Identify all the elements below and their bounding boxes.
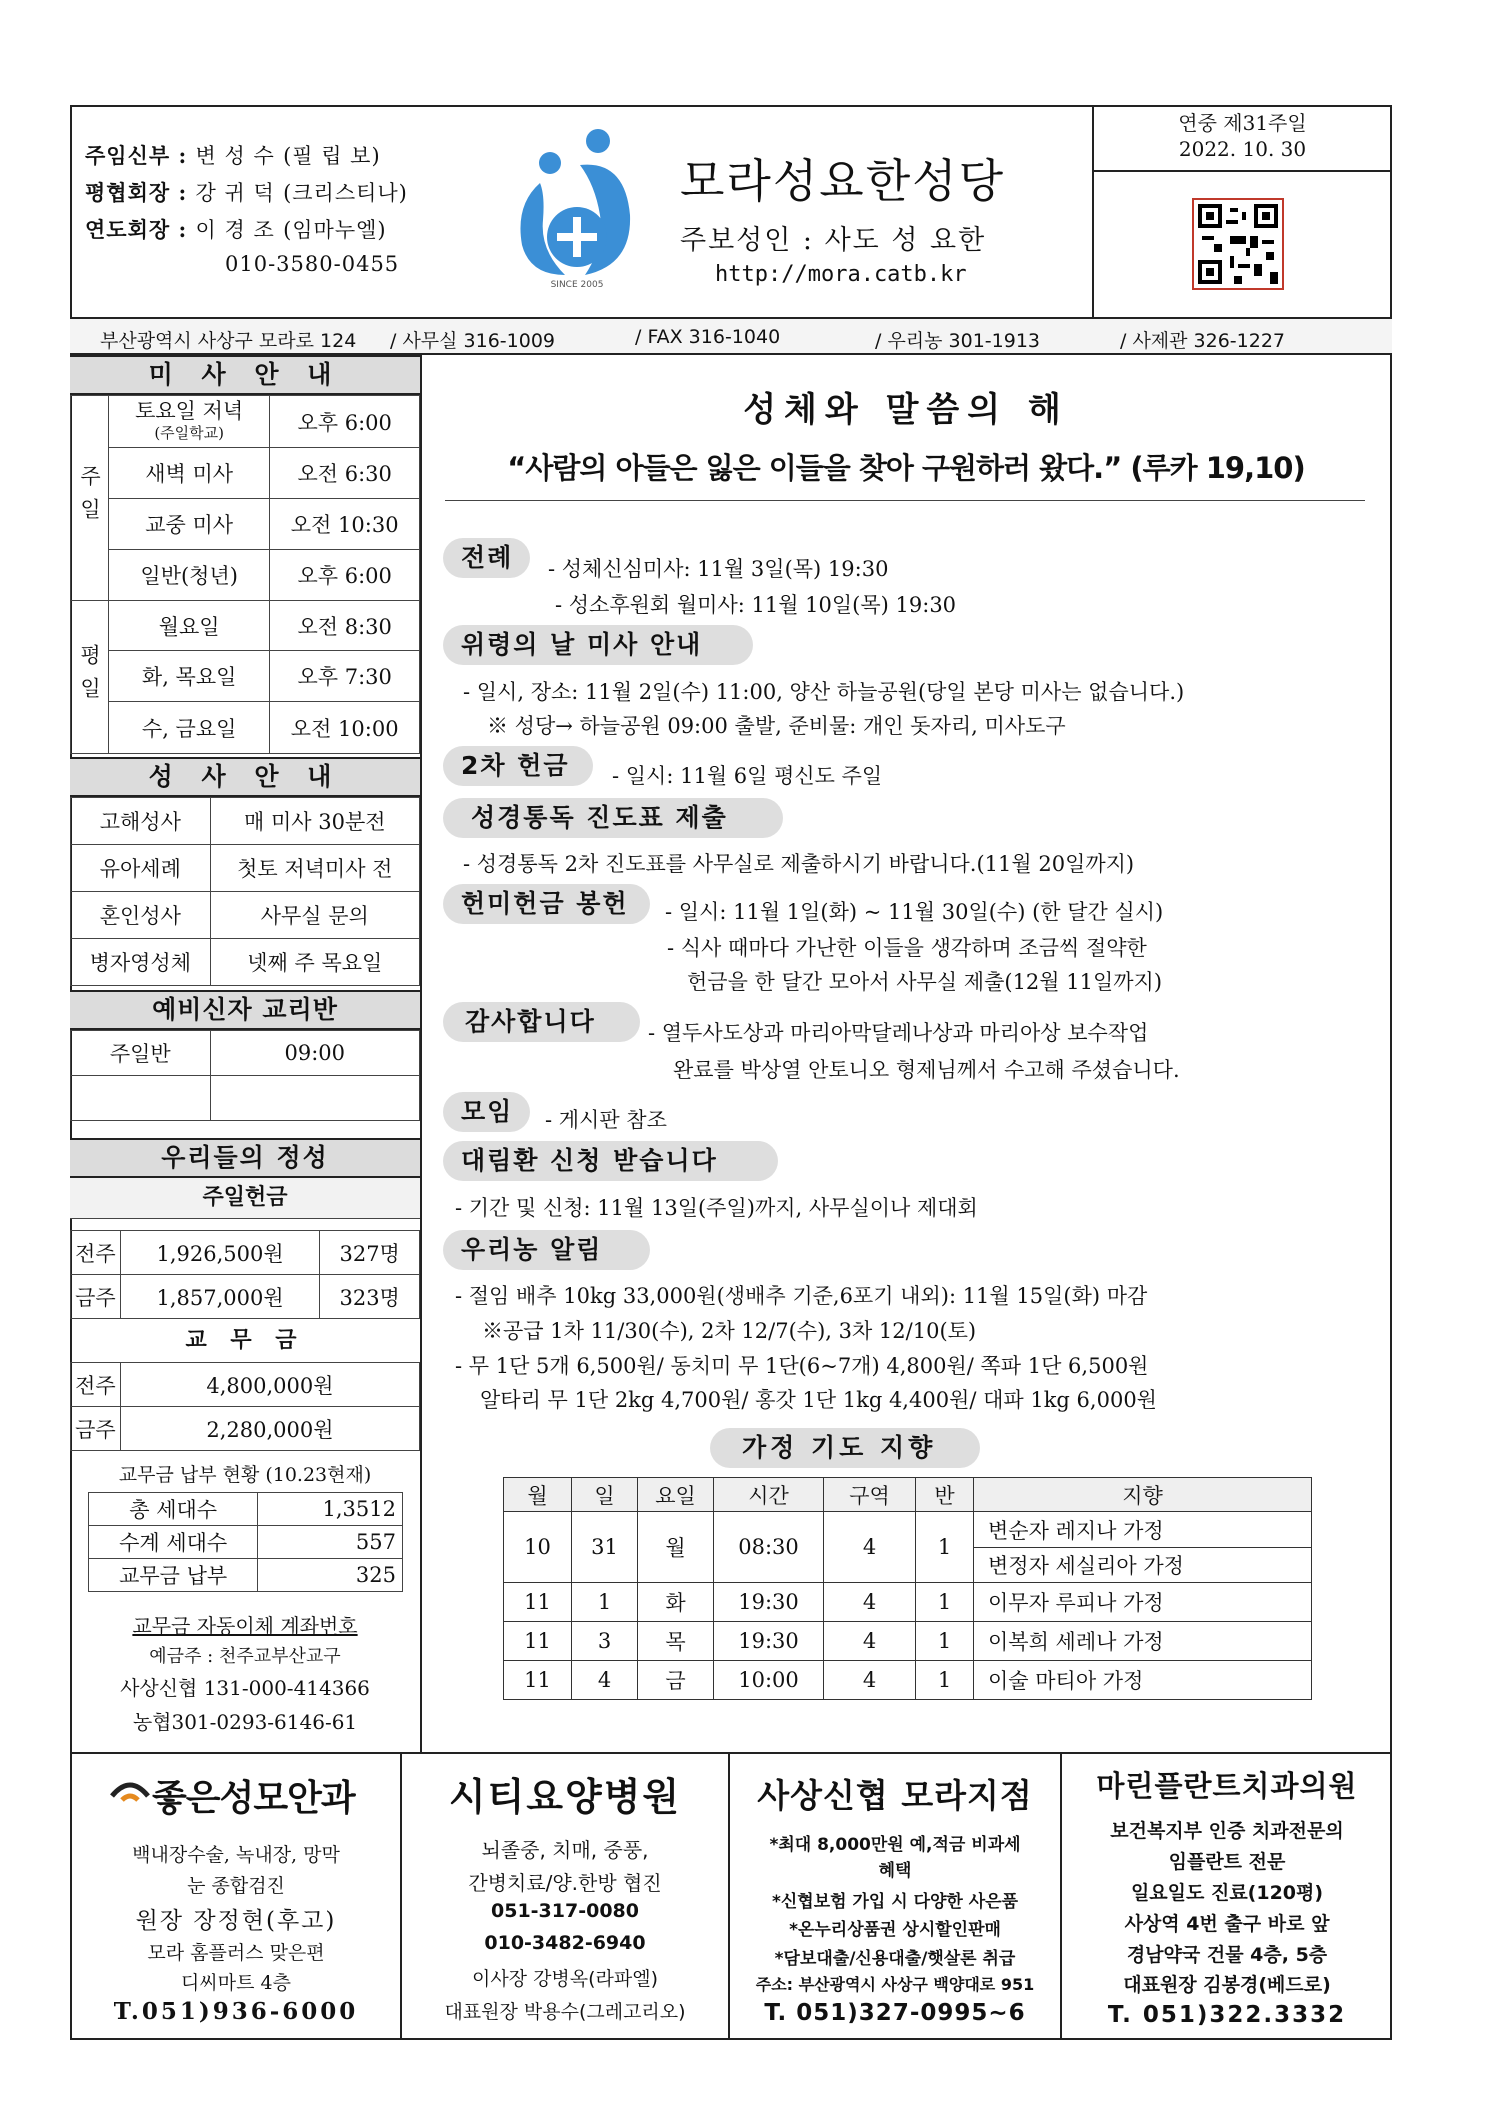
account-number-shinhyup: 사상신협 131-000-414366 xyxy=(120,1676,370,1700)
fax-number: / FAX 316-1040 xyxy=(635,326,781,348)
thanks-line: - 열두사도상과 마리아막달레나상과 마리아상 보수작업 xyxy=(648,1021,1149,1045)
diocese-status-table xyxy=(88,1492,403,1592)
sacrament-row: 유아세례 첫토 저녁미사 전 xyxy=(71,845,420,892)
mass-row xyxy=(71,448,420,499)
farm-phone: / 우리농 301-1913 xyxy=(875,330,1041,352)
advent-wreath-heading: 대림환 신청 받습니다 xyxy=(443,1141,778,1181)
mass-row xyxy=(71,499,420,550)
catechumen-row-empty xyxy=(71,1076,420,1121)
farm-notice-line: ※공급 1차 11/30(수), 2차 12/7(수), 3차 12/10(토) xyxy=(482,1319,977,1343)
mass-time: 오전 10:00 xyxy=(270,702,420,754)
ad-eye-clinic[interactable]: 좋은성모안과 백내장수술, 녹내장, 망막 눈 종합검진 원장 장정현(후고) 모라 홈플러스 맞은편 디씨마트 4층 T.051)936-6000 xyxy=(72,1752,400,2040)
year-title: 성체와 말씀의 해 xyxy=(743,390,1069,430)
mass-time: 오전 8:30 xyxy=(270,601,420,651)
catechumen-table xyxy=(70,1030,420,1121)
title-divider xyxy=(445,500,1365,501)
meeting-line: - 게시판 참조 xyxy=(545,1108,667,1132)
sacrament-row: 혼인성사 사무실 문의 xyxy=(71,892,420,939)
prayer-row: 11 1 화 19:30 4 1 이무자 루피나 가정 xyxy=(504,1583,1312,1622)
account-holder: 예금주 : 천주교부산교구 xyxy=(149,1646,341,1667)
sacrament-heading: 성 사 안 내 xyxy=(70,757,420,797)
prayer-row: 11 3 목 19:30 4 1 이복희 세레나 가정 xyxy=(504,1622,1312,1661)
catechumen-heading: 예비신자 교리반 xyxy=(70,990,420,1030)
ad-care-hospital[interactable]: 시티요양병원 뇌졸중, 치매, 중풍, 간병치료/양.한방 협진 051-317-0080 010-3482-6940 이사장 강병옥(라파엘) 대표원장 박용수(그레고리오) xyxy=(402,1752,728,2040)
ad-name: 좋은성모안과 xyxy=(152,1778,355,1819)
sunday-offering-table xyxy=(70,1230,420,1319)
advent-wreath-line: - 기간 및 신청: 11월 13일(주일)까지, 사무실이나 제대회 xyxy=(455,1196,978,1220)
family-prayer-heading: 가정 기도 지향 xyxy=(710,1428,980,1468)
memorial-line: ※ 성당→ 하늘공원 09:00 출발, 준비물: 개인 돗자리, 미사도구 xyxy=(487,714,1066,738)
weekday-label: 평일 xyxy=(71,601,109,754)
mass-row xyxy=(71,651,420,702)
prayer-row: 11 4 금 10:00 4 1 이술 마티아 가정 xyxy=(504,1661,1312,1700)
farm-notice-line: - 절임 배추 10kg 33,000원(생배추 기준,6포기 내외): 11월 15일(화) 마감 xyxy=(455,1284,1148,1308)
sacrament-table xyxy=(70,797,420,986)
farm-notice-heading: 우리농 알림 xyxy=(443,1230,650,1270)
contact-phone: 010-3580-0455 xyxy=(225,252,400,276)
family-prayer-table xyxy=(503,1477,1312,1700)
scripture-quote: “사람의 아들은 잃은 이들을 찾아 구원하러 왔다.” (루카 19,10) xyxy=(507,451,1305,485)
bible-reading-heading: 성경통독 진도표 제출 xyxy=(443,798,783,838)
mass-row xyxy=(71,550,420,601)
church-url[interactable]: http://mora.catb.kr xyxy=(715,262,967,287)
funeral-president-line: 연도회장 : 이 경 조 (임마누엘) xyxy=(85,217,387,242)
liturgy-line: - 성체신심미사: 11월 3일(목) 19:30 xyxy=(548,557,889,581)
mass-name: 화, 목요일 xyxy=(108,651,269,702)
council-president-line: 평협회장 : 강 귀 덕 (크리스티나) xyxy=(85,180,408,205)
mass-name: 수, 금요일 xyxy=(108,702,269,754)
pastor-line: 주임신부 : 변 성 수 (필 립 보) xyxy=(85,143,381,168)
mass-row xyxy=(71,396,420,448)
office-phone: / 사무실 316-1009 xyxy=(390,330,556,352)
farm-notice-line: 알타리 무 1단 2kg 4,700원/ 홍갓 1단 1kg 4,400원/ 대파 1kg 6,000원 xyxy=(480,1388,1157,1412)
thanks-heading: 감사합니다 xyxy=(443,1002,640,1042)
patron-saint: 주보성인 : 사도 성 요한 xyxy=(680,225,987,256)
date-divider xyxy=(1092,170,1392,172)
account-title: 교무금 자동이체 계좌번호 xyxy=(132,1614,358,1638)
mass-time: 오후 6:00 xyxy=(270,550,420,601)
diocese-fee-heading: 교 무 금 xyxy=(185,1328,305,1353)
thanks-line: 완료를 박상열 안토니오 형제님께서 수고해 주셨습니다. xyxy=(673,1058,1180,1082)
mass-name: 월요일 xyxy=(108,601,269,651)
qr-code-icon[interactable] xyxy=(1192,198,1284,290)
diocese-fee-table xyxy=(70,1362,420,1451)
prayer-row: 10 31 월 08:30 4 1 변순자 레지나 가정 xyxy=(504,1512,1312,1548)
farm-notice-line: - 무 1단 5개 6,500원/ 동치미 무 1단(6~7개) 4,800원/ 쪽파 1단 6,500원 xyxy=(455,1354,1149,1378)
status-row: 수계 세대수 557 xyxy=(89,1526,403,1559)
rice-offering-heading: 헌미헌금 봉헌 xyxy=(443,884,650,924)
ad-credit-union[interactable]: 사상신협 모라지점 *최대 8,000만원 예,적금 비과세 혜택 *신협보험 가입 시 다양한 사은품 *온누리상품권 상시할인판매 *담보대출/신용대출/햇살론 취급 주소: 부산광역시 사상구 백양대로 951 T. 051)327-0995~6 xyxy=(730,1752,1060,2040)
mass-name: 토요일 저녁 xyxy=(135,399,244,423)
offering-heading: 우리들의 정성 xyxy=(70,1138,420,1178)
address-bar xyxy=(70,317,1392,355)
mass-time: 오후 6:00 xyxy=(270,396,420,448)
header-divider xyxy=(1092,105,1094,317)
rice-offering-line: - 일시: 11월 1일(화) ~ 11월 30일(수) (한 달간 실시) xyxy=(665,900,1164,924)
issue-date: 2022. 10. 30 xyxy=(1178,137,1307,161)
second-collection-line: - 일시: 11월 6일 평신도 주일 xyxy=(612,764,883,788)
mass-row xyxy=(71,702,420,754)
offering-row: 전주 1,926,500원 327명 xyxy=(71,1231,420,1275)
sacrament-row: 고해성사 매 미사 30분전 xyxy=(71,798,420,845)
ad-name: 사상신협 모라지점 xyxy=(757,1776,1033,1815)
church-name: 모라성요한성당 xyxy=(680,154,1006,208)
eye-clinic-logo-icon xyxy=(110,1774,150,1812)
bible-reading-line: - 성경통독 2차 진도표를 사무실로 제출하시기 바랍니다.(11월 20일까지) xyxy=(463,852,1135,876)
church-logo xyxy=(510,125,645,290)
diocese-row: 전주 4,800,000원 xyxy=(71,1363,420,1407)
mass-name: 일반(청년) xyxy=(108,550,269,601)
status-row: 총 세대수 1,3512 xyxy=(89,1493,403,1526)
catechumen-row: 주일반 09:00 xyxy=(71,1031,420,1076)
mass-time: 오전 10:30 xyxy=(270,499,420,550)
ad-name: 시티요양병원 xyxy=(448,1775,682,1819)
mass-name: 교중 미사 xyxy=(108,499,269,550)
sacrament-row: 병자영성체 넷째 주 목요일 xyxy=(71,939,420,986)
memorial-mass-heading: 위령의 날 미사 안내 xyxy=(443,625,753,665)
rice-offering-line: 헌금을 한 달간 모아서 사무실 제출(12월 11일까지) xyxy=(687,970,1163,994)
mass-schedule-table xyxy=(70,395,420,754)
status-row: 교무금 납부 325 xyxy=(89,1559,403,1592)
liturgy-heading: 전례 xyxy=(443,538,530,578)
sunday-offering-heading: 주일헌금 xyxy=(70,1178,420,1219)
mass-schedule-heading: 미 사 안 내 xyxy=(70,355,420,395)
week-name: 연중 제31주일 xyxy=(1178,111,1307,135)
mass-time: 오후 7:30 xyxy=(270,651,420,702)
svg-text:SINCE 2005: SINCE 2005 xyxy=(550,280,604,290)
prayer-header-row: 월 일 요일 시간 구역 반 지향 xyxy=(504,1478,1312,1512)
column-divider xyxy=(420,355,422,1752)
rectory-phone: / 사제관 326-1227 xyxy=(1120,330,1286,352)
mass-time: 오전 6:30 xyxy=(270,448,420,499)
offering-row: 금주 1,857,000원 323명 xyxy=(71,1275,420,1319)
prayer-row: 변정자 세실리아 가정 xyxy=(504,1548,1312,1583)
ad-name: 마린플란트치과의원 xyxy=(1096,1769,1358,1803)
mass-row xyxy=(71,601,420,651)
meeting-heading: 모임 xyxy=(443,1092,530,1132)
diocese-row: 금주 2,280,000원 xyxy=(71,1407,420,1451)
mass-sub: (주일학교) xyxy=(154,424,224,442)
second-collection-heading: 2차 헌금 xyxy=(443,746,593,786)
memorial-line: - 일시, 장소: 11월 2일(수) 11:00, 양산 하늘공원(당일 본당 미사는 없습니다.) xyxy=(463,680,1185,704)
rice-offering-line: - 식사 때마다 가난한 이들을 생각하며 조금씩 절약한 xyxy=(667,936,1147,960)
mass-name: 새벽 미사 xyxy=(108,448,269,499)
liturgy-line: - 성소후원회 월미사: 11월 10일(목) 19:30 xyxy=(555,593,957,617)
liturgical-date xyxy=(1095,110,1390,162)
account-number-nonghyup: 농협301-0293-6146-61 xyxy=(132,1710,358,1734)
diocese-status-title: 교무금 납부 현황 (10.23현재) xyxy=(118,1464,372,1486)
ad-dental-clinic[interactable]: 마린플란트치과의원 보건복지부 인증 치과전문의 임플란트 전문 일요일도 진료(120평) 사상역 4번 출구 바로 앞 경남약국 건물 4층, 5층 대표원장 김봉경(베드로) T. 051)322.3332 xyxy=(1062,1752,1392,2040)
sunday-label: 주일 xyxy=(71,396,109,601)
church-address: 부산광역시 사상구 모라로 124 xyxy=(100,330,357,352)
